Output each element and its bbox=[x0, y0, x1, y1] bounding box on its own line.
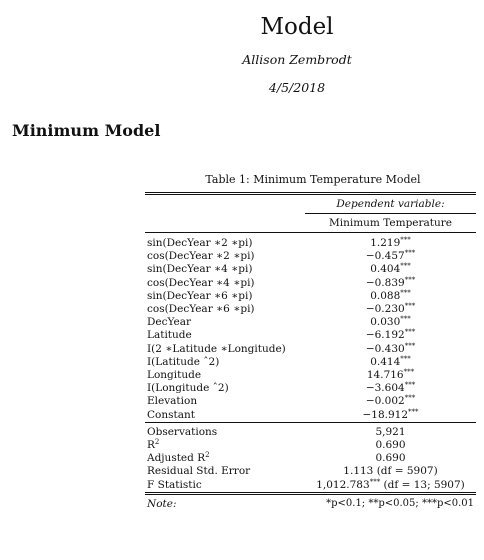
statistic-label-superscript: 2 bbox=[154, 438, 160, 447]
statistic-row bbox=[145, 465, 476, 478]
coefficient-estimate: −0.230 bbox=[365, 303, 405, 316]
coefficient-row bbox=[145, 409, 476, 423]
coefficient-term: sin(DecYear ∗4 ∗pi) bbox=[147, 263, 253, 276]
statistic-label-text: Adjusted R bbox=[147, 452, 206, 465]
coefficient-term: cos(DecYear ∗2 ∗pi) bbox=[147, 250, 255, 263]
significance-stars: *** bbox=[404, 341, 416, 350]
significance-stars: *** bbox=[400, 236, 411, 244]
statistic-label-text: Observations bbox=[147, 425, 218, 438]
significance-stars: *** bbox=[404, 275, 416, 284]
coefficient-value bbox=[305, 233, 476, 251]
statistic-value bbox=[305, 452, 476, 465]
statistic-row bbox=[145, 423, 476, 439]
significance-stars: *** bbox=[408, 407, 419, 416]
significance-stars: *** bbox=[400, 315, 411, 324]
statistic-value-text: 1,012.783 bbox=[316, 478, 370, 491]
note-label: Note: bbox=[147, 497, 177, 510]
significance-stars: *** bbox=[400, 288, 411, 297]
coefficient-term: Elevation bbox=[147, 395, 198, 408]
coefficient-term: cos(DecYear ∗4 ∗pi) bbox=[147, 276, 255, 289]
coefficient-estimate: −0.430 bbox=[365, 342, 405, 355]
significance-stars: *** bbox=[404, 394, 416, 403]
coefficient-term: I(Latitude ˆ2) bbox=[147, 355, 220, 368]
coefficient-estimate: −0.002 bbox=[365, 395, 405, 408]
coefficient-value bbox=[305, 263, 476, 276]
statistic-value bbox=[305, 423, 476, 439]
significance-note: *p<0.1; **p<0.05; ***p<0.01 bbox=[326, 497, 474, 509]
coefficient-estimate: 0.088 bbox=[370, 289, 401, 302]
statistic-value bbox=[305, 465, 476, 478]
coefficient-value bbox=[305, 250, 476, 263]
coefficient-estimate: 1.219 bbox=[370, 237, 401, 249]
significance-stars: *** bbox=[404, 302, 416, 311]
coefficient-estimate: −0.839 bbox=[365, 276, 405, 289]
statistic-label bbox=[145, 439, 305, 452]
coefficient-term: I(2 ∗Latitude ∗Longitude) bbox=[147, 342, 286, 355]
statistic-row bbox=[145, 479, 476, 494]
significance-stars: *** bbox=[400, 354, 411, 363]
coefficient-term: DecYear bbox=[147, 316, 192, 329]
statistic-label bbox=[145, 465, 305, 478]
coefficient-row bbox=[145, 329, 476, 342]
coefficient-value bbox=[305, 329, 476, 342]
significance-stars: *** bbox=[400, 262, 411, 271]
coefficient-value bbox=[305, 356, 476, 369]
document-date: 4/5/2018 bbox=[268, 80, 326, 95]
coefficient-value bbox=[305, 277, 476, 290]
coefficient-term: Constant bbox=[147, 408, 195, 421]
coefficient-estimate: −3.604 bbox=[365, 382, 405, 395]
dependent-variable-header: Dependent variable: bbox=[305, 195, 476, 214]
document-title: Model bbox=[260, 14, 334, 40]
coefficient-term: cos(DecYear ∗6 ∗pi) bbox=[147, 303, 255, 316]
coefficient-value bbox=[305, 290, 476, 303]
coefficient-row bbox=[145, 382, 476, 395]
coefficient-estimate: −0.457 bbox=[365, 250, 405, 263]
significance-stars: *** bbox=[369, 477, 381, 486]
statistic-row bbox=[145, 439, 476, 452]
statistic-value-text: 0.690 bbox=[375, 439, 406, 452]
dependent-variable-row bbox=[145, 214, 476, 233]
dependent-variable-header-row bbox=[145, 195, 476, 214]
coefficient-term: Longitude bbox=[147, 369, 202, 382]
statistic-label-text: Residual Std. Error bbox=[147, 465, 251, 478]
regression-results-table bbox=[145, 192, 476, 513]
coefficient-row bbox=[145, 233, 476, 251]
table-caption: Table 1: Minimum Temperature Model bbox=[205, 173, 421, 186]
statistic-label-superscript: 2 bbox=[205, 451, 210, 460]
coefficient-value bbox=[305, 409, 476, 423]
table-note-row bbox=[145, 495, 476, 513]
statistic-label bbox=[145, 423, 305, 439]
coefficient-row bbox=[145, 250, 476, 263]
coefficient-term: I(Longitude ˆ2) bbox=[147, 382, 229, 395]
statistic-value-suffix: (df = 13; 5907) bbox=[380, 478, 465, 491]
coefficient-estimate: 0.404 bbox=[370, 263, 401, 276]
coefficient-row bbox=[145, 263, 476, 276]
section-heading: Minimum Model bbox=[12, 121, 161, 140]
significance-stars: *** bbox=[403, 368, 415, 377]
statistic-value-text: 1.113 (df = 5907) bbox=[343, 465, 438, 478]
document-author: Allison Zembrodt bbox=[242, 52, 352, 67]
coefficient-value bbox=[305, 369, 476, 382]
coefficient-estimate: −18.912 bbox=[362, 408, 409, 421]
coefficient-term: sin(DecYear ∗6 ∗pi) bbox=[147, 289, 253, 302]
coefficient-value bbox=[305, 395, 476, 408]
statistic-value bbox=[305, 439, 476, 452]
statistic-label bbox=[145, 452, 305, 465]
coefficient-row bbox=[145, 316, 476, 329]
coefficient-row bbox=[145, 343, 476, 356]
significance-stars: *** bbox=[404, 381, 416, 390]
statistic-value-text: 5,921 bbox=[375, 425, 406, 438]
coefficient-value bbox=[305, 343, 476, 356]
coefficient-estimate: 0.030 bbox=[370, 316, 401, 329]
coefficient-value bbox=[305, 303, 476, 316]
coefficient-term: sin(DecYear ∗2 ∗pi) bbox=[147, 237, 253, 249]
statistic-value-text: 0.690 bbox=[375, 452, 406, 465]
coefficient-row bbox=[145, 395, 476, 408]
dependent-variable-name: Minimum Temperature bbox=[305, 214, 476, 233]
significance-stars: *** bbox=[404, 328, 416, 337]
statistic-label bbox=[145, 479, 305, 494]
significance-stars: *** bbox=[404, 249, 416, 258]
coefficient-row bbox=[145, 303, 476, 316]
coefficient-term: Latitude bbox=[147, 329, 192, 342]
coefficient-row bbox=[145, 369, 476, 382]
statistic-label-text: F Statistic bbox=[147, 478, 202, 491]
statistic-value bbox=[305, 479, 476, 494]
statistic-row bbox=[145, 452, 476, 465]
coefficient-value bbox=[305, 316, 476, 329]
coefficient-row bbox=[145, 290, 476, 303]
coefficient-value bbox=[305, 382, 476, 395]
statistic-label-text: R bbox=[147, 439, 155, 452]
coefficient-estimate: 14.716 bbox=[366, 369, 404, 382]
coefficient-row bbox=[145, 277, 476, 290]
coefficient-estimate: 0.414 bbox=[370, 355, 401, 368]
coefficient-row bbox=[145, 356, 476, 369]
coefficient-estimate: −6.192 bbox=[365, 329, 405, 342]
